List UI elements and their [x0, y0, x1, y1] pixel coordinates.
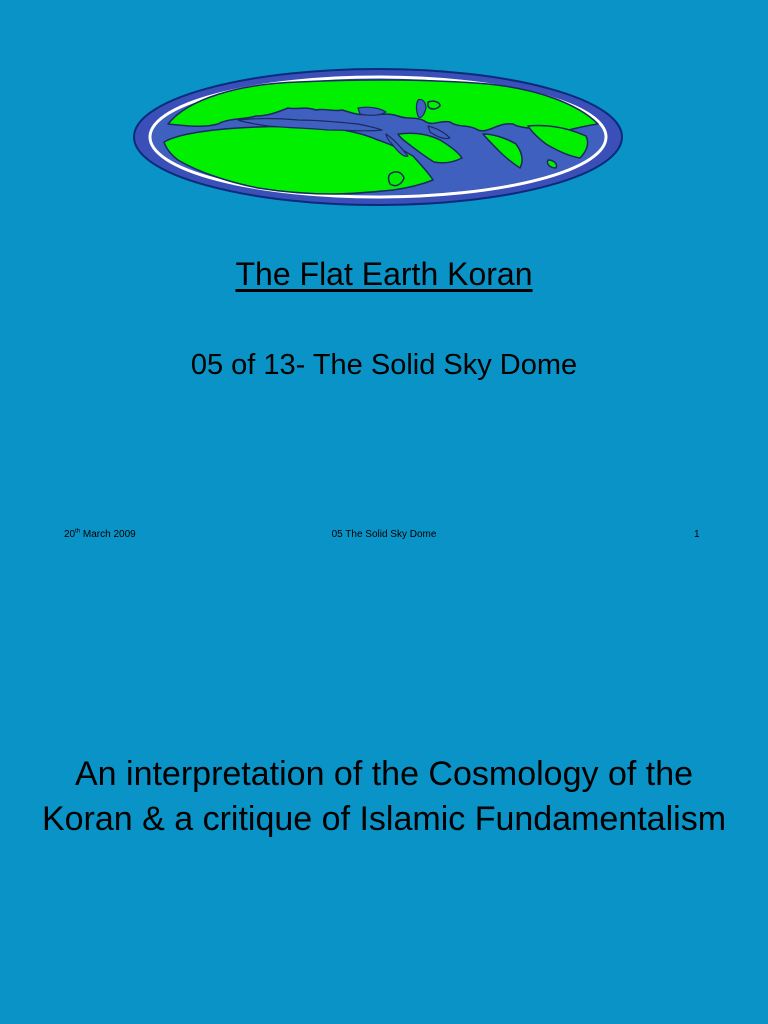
footer-date-day: 20	[64, 529, 76, 540]
slide-subtitle: 05 of 13- The Solid Sky Dome	[190, 349, 578, 381]
footer-title: 05 The Solid Sky Dome	[331, 529, 437, 540]
slide-title: The Flat Earth Koran	[235, 256, 533, 292]
slide-description: An interpretation of the Cosmology of the Koran & a critique of Islamic Fundamentalism	[41, 755, 727, 838]
footer-date-suffix: th	[75, 528, 81, 535]
footer-date-rest: March 2009	[80, 529, 136, 540]
footer-page-number: 1	[694, 529, 700, 540]
flat-earth-disc-icon	[128, 64, 628, 210]
